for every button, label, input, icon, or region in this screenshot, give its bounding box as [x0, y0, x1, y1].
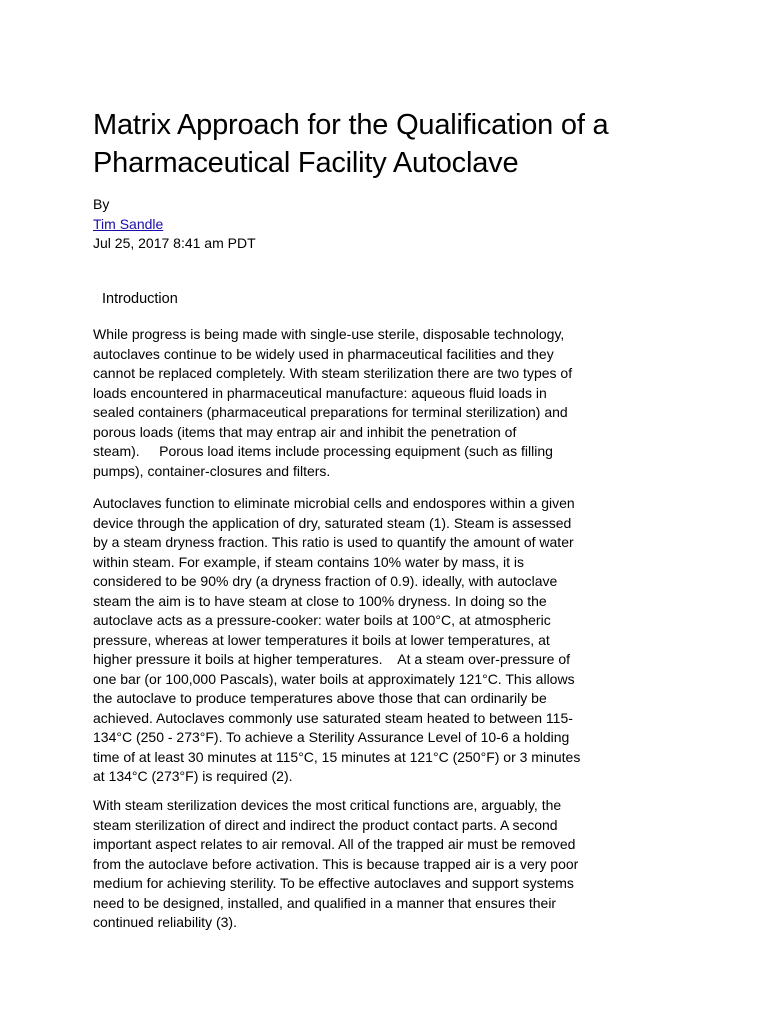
author-link[interactable]: Tim Sandle — [93, 215, 164, 232]
paragraph-line: considered to be 90% dry (a dryness fraction of 0.9). ideally, with autoclave — [93, 573, 558, 589]
paragraph-line: from the autoclave before activation. This is because trapped air is a very poor — [93, 855, 579, 872]
paragraph-line: higher pressure it boils at higher temperatures. At a steam over-pressure of — [93, 651, 571, 667]
paragraph-line: device through the application of dry, saturated steam (1). Steam is assessed — [93, 514, 572, 531]
paragraph-line: by a steam dryness fraction. This ratio is used to quantify the amount of water — [93, 534, 574, 550]
paragraph-line: autoclaves continue to be widely used in pharmaceutical facilities and they — [93, 345, 554, 362]
paragraph-line: autoclave acts as a pressure-cooker: water boils at 100°C, at atmospheric — [93, 612, 551, 628]
article-title: Matrix Approach for the Qualification of a Pharmaceutical Facility Autoclave — [93, 109, 609, 179]
paragraph-line: time of at least 30 minutes at 115°C, 15 minutes at 121°C (250°F) or 3 minutes — [93, 748, 581, 765]
paragraph-line: one bar (or 100,000 Pascals), water boils at approximately 121°C. This allows — [93, 670, 575, 687]
paragraph-line: the autoclave to produce temperatures above those that can ordinarily be — [93, 690, 547, 706]
paragraph-line: porous loads (items that may entrap air and inhibit the penetration of — [93, 423, 517, 440]
paragraph-line: With steam sterilization devices the most critical functions are, arguably, the — [93, 797, 562, 813]
paragraph-line: achieved. Autoclaves commonly use saturated steam heated to between 115- — [93, 709, 573, 726]
paragraph-line: steam the aim is to have steam at close to 100% dryness. In doing so the — [93, 592, 547, 609]
paragraph-line: pressure, whereas at lower temperatures it boils at lower temperatures, at — [93, 631, 550, 648]
paragraph-line: important aspect relates to air removal. All of the trapped air must be removed — [93, 836, 576, 852]
paragraph-line: at 134°C (273°F) is required (2). — [93, 768, 293, 784]
section-heading: Introduction — [102, 291, 178, 307]
paragraph-line: While progress is being made with single-use sterile, disposable technology, — [93, 326, 565, 342]
paragraph-line: need to be designed, installed, and qualified in a manner that ensures their — [93, 894, 557, 911]
article-meta — [93, 195, 256, 254]
paragraph-line: 134°C (250 - 273°F). To achieve a Sterility Assurance Level of 10-6 a holding — [93, 729, 570, 745]
by-label: By — [93, 196, 110, 212]
paragraph-line: sealed containers (pharmaceutical preparations for terminal sterilization) and — [93, 404, 568, 420]
paragraph-line: within steam. For example, if steam contains 10% water by mass, it is — [93, 553, 525, 570]
paragraph-line: steam). Porous load items include processing equipment (such as filling — [93, 443, 553, 459]
paragraph-line: medium for achieving sterility. To be effective autoclaves and support systems — [93, 875, 574, 891]
paragraph-line: steam sterilization of direct and indirect the product contact parts. A second — [93, 816, 558, 833]
paragraph-line: pumps), container-closures and filters. — [93, 462, 331, 479]
paragraph — [93, 796, 683, 933]
paragraph-line: loads encountered in pharmaceutical manufacture: aqueous fluid loads in — [93, 384, 547, 401]
paragraph — [93, 494, 683, 787]
paragraph-line: Autoclaves function to eliminate microbial cells and endospores within a given — [93, 495, 575, 511]
publish-date: Jul 25, 2017 8:41 am PDT — [93, 235, 256, 251]
paragraph-line: cannot be replaced completely. With steam sterilization there are two types of — [93, 365, 573, 381]
paragraph-line: continued reliability (3). — [93, 914, 237, 930]
paragraph — [93, 325, 683, 481]
